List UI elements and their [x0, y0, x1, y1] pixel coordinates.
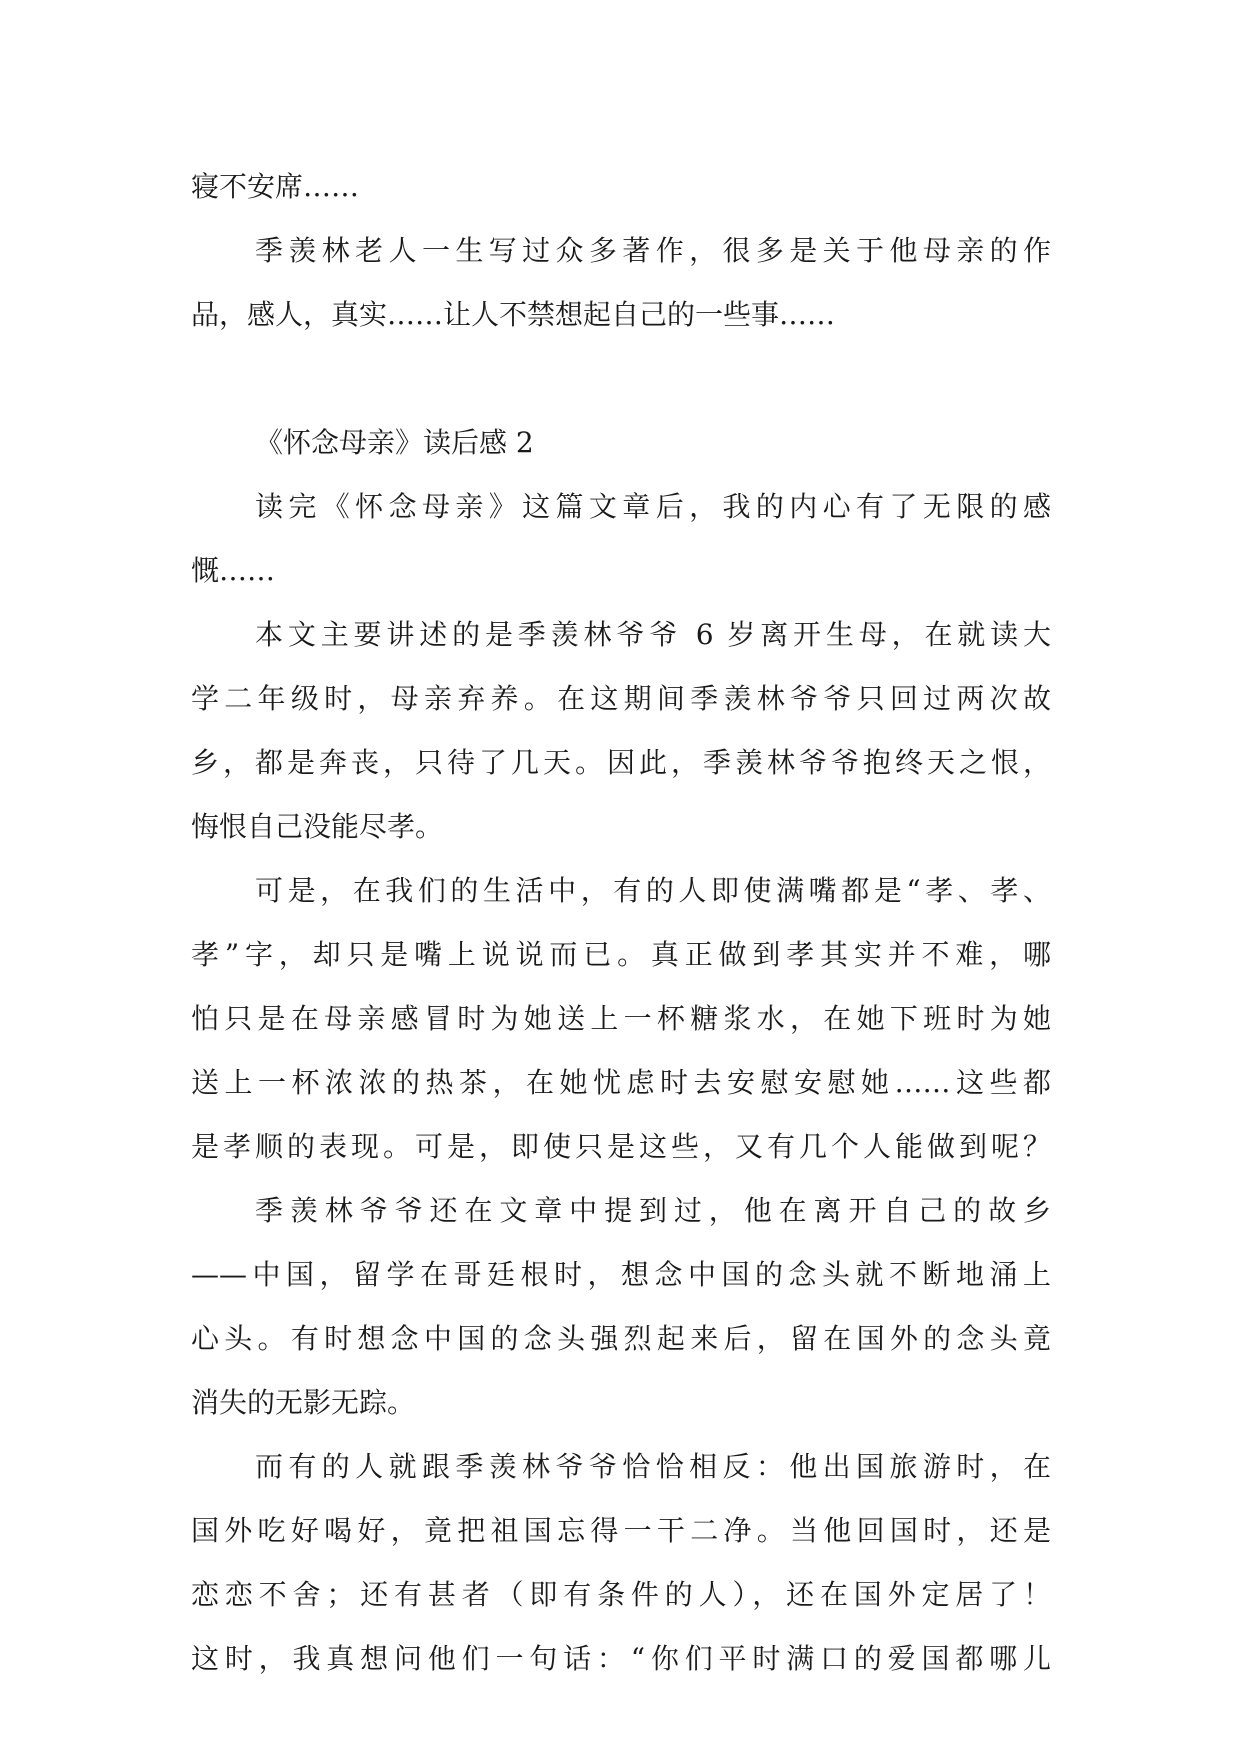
text-line: 送上一杯浓浓的热茶，在她忧虑时去安慰安慰她……这些都	[191, 1066, 1051, 1099]
paragraph	[191, 859, 1051, 1179]
paragraph	[191, 219, 1051, 347]
document-body	[191, 155, 1051, 1691]
text-line: 孝”字，却只是嘴上说说而已。真正做到孝其实并不难，哪	[191, 938, 1051, 971]
text-line: 这时，我真想问他们一句话：“你们平时满口的爱国都哪儿	[191, 1642, 1051, 1675]
text-line: 可是，在我们的生活中，有的人即使满嘴都是“孝、孝、	[255, 874, 1051, 907]
text-line: 是孝顺的表现。可是，即使只是这些，又有几个人能做到呢？	[191, 1130, 1051, 1163]
text-line: 学二年级时，母亲弃养。在这期间季羡林爷爷只回过两次故	[191, 682, 1051, 715]
paragraph	[191, 475, 1051, 603]
paragraph	[191, 1435, 1051, 1691]
paragraph	[191, 1179, 1051, 1435]
text-line: 心头。有时想念中国的念头强烈起来后，留在国外的念头竟	[191, 1322, 1051, 1355]
text-line: 本文主要讲述的是季羡林爷爷 6 岁离开生母，在就读大	[255, 618, 1051, 651]
text-line: 怕只是在母亲感冒时为她送上一杯糖浆水，在她下班时为她	[191, 1002, 1051, 1035]
heading-text: 《怀念母亲》读后感 2	[255, 426, 534, 459]
text-line: 悔恨自己没能尽孝。	[191, 810, 444, 843]
text-line: 国外吃好喝好，竟把祖国忘得一干二净。当他回国时，还是	[191, 1514, 1051, 1547]
paragraph	[191, 155, 1051, 219]
text-line: 恋恋不舍；还有甚者（即有条件的人），还在国外定居了！	[191, 1578, 1051, 1611]
text-line: 读完《怀念母亲》这篇文章后，我的内心有了无限的感	[255, 490, 1051, 523]
text-line: 消失的无影无踪。	[191, 1386, 416, 1419]
text-line: 季羡林老人一生写过众多著作，很多是关于他母亲的作	[255, 234, 1051, 267]
text-line: 而有的人就跟季羡林爷爷恰恰相反：他出国旅游时，在	[255, 1450, 1051, 1483]
text-line: ——中国，留学在哥廷根时，想念中国的念头就不断地涌上	[191, 1258, 1051, 1291]
paragraph	[191, 603, 1051, 859]
section-heading	[191, 411, 1051, 475]
text-line: 慨……	[191, 554, 276, 587]
text-line: 季羡林爷爷还在文章中提到过，他在离开自己的故乡	[255, 1194, 1051, 1227]
text-line: 品，感人，真实……让人不禁想起自己的一些事……	[191, 298, 836, 331]
blank-line	[191, 347, 1051, 411]
text-line: 寝不安席……	[191, 170, 360, 203]
text-line: 乡，都是奔丧，只待了几天。因此，季羡林爷爷抱终天之恨，	[191, 746, 1051, 779]
